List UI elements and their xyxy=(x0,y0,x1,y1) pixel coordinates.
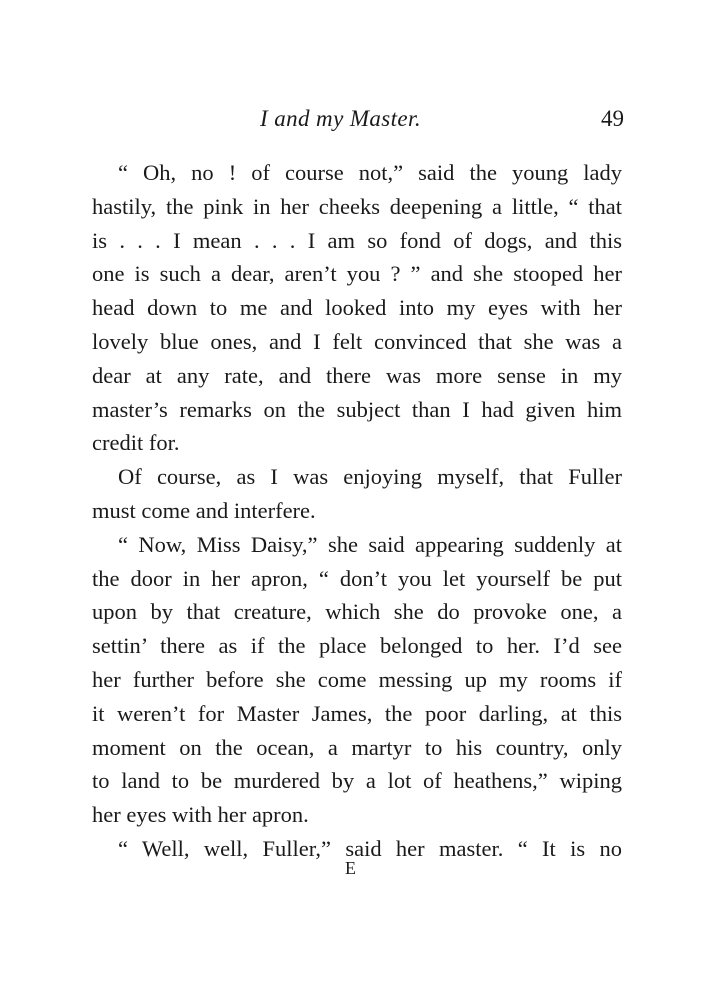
text-line: moment on the ocean, a martyr to his country, only xyxy=(92,734,622,760)
running-head xyxy=(110,106,630,140)
text-line: settin’ there as if the place belonged to her. I’d see xyxy=(92,633,622,659)
text-line: “ Now, Miss Daisy,” she said appearing suddenly at xyxy=(118,531,622,557)
page-number: 49 xyxy=(601,106,624,131)
text-line: her eyes with her apron. xyxy=(92,802,309,828)
text-line: “ Well, well, Fuller,” said her master. “ It is no xyxy=(118,835,622,861)
text-line: to land to be murdered by a lot of heathens,” wiping xyxy=(92,768,622,794)
text-line: one is such a dear, aren’t you ? ” and she stooped her xyxy=(92,261,622,287)
text-line: upon by that creature, which she do provoke one, a xyxy=(92,599,622,625)
text-line: Of course, as I was enjoying myself, that Fuller xyxy=(118,464,622,490)
text-line: her further before she come messing up my rooms if xyxy=(92,666,622,692)
text-line: “ Oh, no ! of course not,” said the young lady xyxy=(118,160,622,185)
text-line: is . . . I mean . . . I am so fond of dogs, and this xyxy=(92,227,622,253)
running-title: I and my Master. xyxy=(260,106,421,131)
text-line: must come and interfere. xyxy=(92,497,316,523)
signature-mark: E xyxy=(345,858,357,878)
text-line: the door in her apron, “ don’t you let yourself be put xyxy=(92,565,622,591)
text-line: dear at any rate, and there was more sense in my xyxy=(92,362,622,388)
text-line: master’s remarks on the subject than I had given him xyxy=(92,396,622,422)
body-text xyxy=(92,156,622,866)
text-line: credit for. xyxy=(92,430,180,456)
text-line: hastily, the pink in her cheeks deepening a little, “ that xyxy=(92,193,622,219)
text-line: lovely blue ones, and I felt convinced that she was a xyxy=(92,328,622,354)
text-line: it weren’t for Master James, the poor darling, at this xyxy=(92,700,622,726)
text-line: head down to me and looked into my eyes with her xyxy=(92,295,622,321)
